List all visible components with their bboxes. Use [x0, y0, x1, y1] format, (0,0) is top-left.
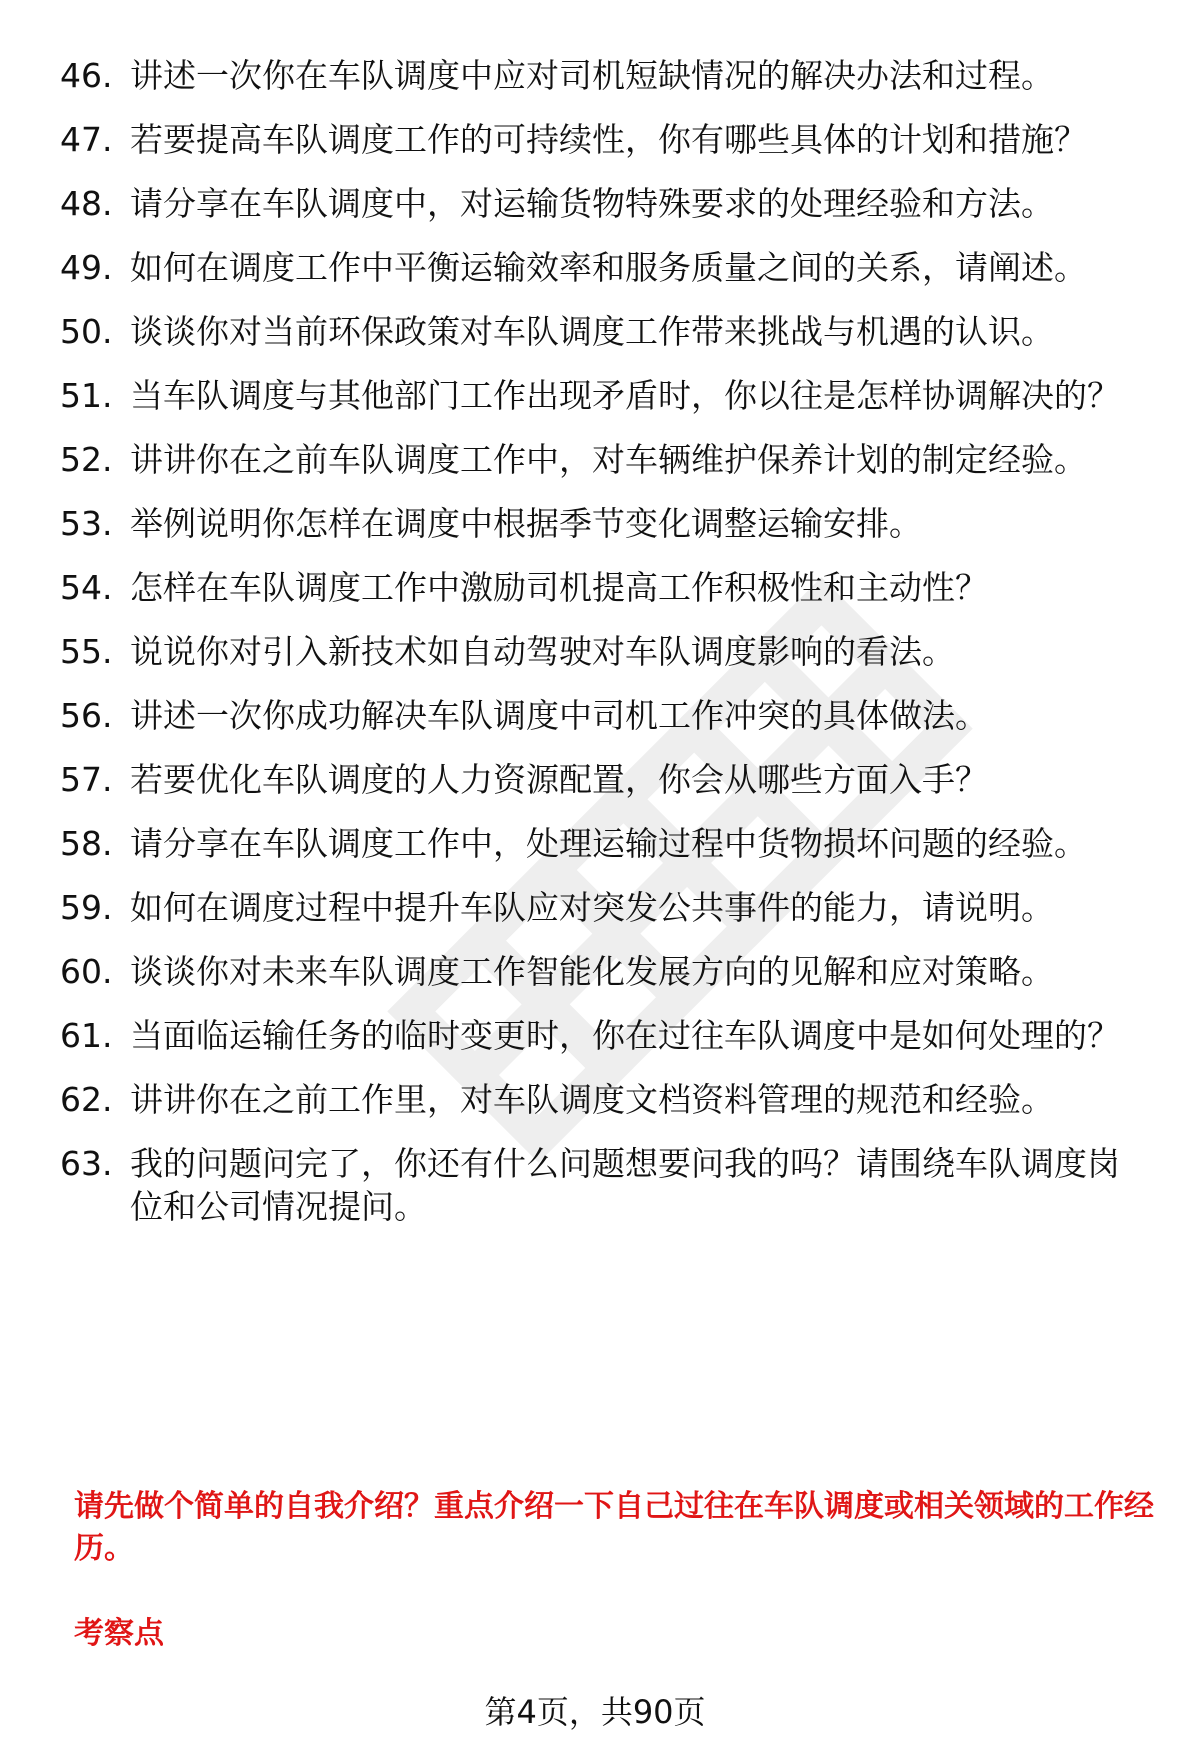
- question-text: 谈谈你对当前环保政策对车队调度工作带来挑战与机遇的认识。: [130, 312, 1054, 351]
- list-item: [0, 118, 1190, 161]
- question-text: 当面临运输任务的临时变更时，你在过往车队调度中是如何处理的？: [130, 1016, 1120, 1055]
- question-number: 63.: [60, 1144, 113, 1183]
- question-text: 讲讲你在之前车队调度工作中，对车辆维护保养计划的制定经验。: [130, 440, 1087, 479]
- question-number: 50.: [60, 312, 113, 351]
- question-number: 62.: [60, 1080, 113, 1119]
- question-number: 52.: [60, 440, 113, 479]
- question-number: 55.: [60, 632, 113, 671]
- intro-question: 请先做个简单的自我介绍？重点介绍一下自己过往在车队调度或相关领域的工作经历。: [74, 1489, 1154, 1566]
- question-number: 60.: [60, 952, 113, 991]
- question-number: 53.: [60, 504, 113, 543]
- list-item: [0, 822, 1190, 865]
- list-item: [0, 758, 1190, 801]
- question-number: 56.: [60, 696, 113, 735]
- question-number: 58.: [60, 824, 113, 863]
- question-text: 谈谈你对未来车队调度工作智能化发展方向的见解和应对策略。: [130, 952, 1054, 991]
- question-text: 如何在调度过程中提升车队应对突发公共事件的能力，请说明。: [130, 888, 1054, 927]
- question-number: 61.: [60, 1016, 113, 1055]
- list-item: [0, 630, 1190, 673]
- list-item: [0, 374, 1190, 417]
- question-number: 47.: [60, 120, 113, 159]
- question-text: 若要提高车队调度工作的可持续性，你有哪些具体的计划和措施？: [130, 120, 1087, 159]
- page-number-footer: 第4页，共90页: [484, 1693, 706, 1731]
- question-text: 请分享在车队调度中，对运输货物特殊要求的处理经验和方法。: [130, 184, 1054, 223]
- list-item: [0, 246, 1190, 289]
- question-number: 54.: [60, 568, 113, 607]
- list-item: [0, 182, 1190, 225]
- list-item: [0, 886, 1190, 929]
- question-number: 51.: [60, 376, 113, 415]
- question-text: 若要优化车队调度的人力资源配置，你会从哪些方面入手？: [130, 760, 988, 799]
- list-item: [0, 1014, 1190, 1057]
- question-text: 讲讲你在之前工作里，对车队调度文档资料管理的规范和经验。: [130, 1080, 1054, 1119]
- question-number: 49.: [60, 248, 113, 287]
- question-number: 59.: [60, 888, 113, 927]
- question-number: 57.: [60, 760, 113, 799]
- list-item: [0, 310, 1190, 353]
- question-text: 请分享在车队调度工作中，处理运输过程中货物损坏问题的经验。: [130, 824, 1087, 863]
- question-text: 举例说明你怎样在调度中根据季节变化调整运输安排。: [130, 504, 922, 543]
- question-text: 讲述一次你成功解决车队调度中司机工作冲突的具体做法。: [130, 696, 988, 735]
- list-item: [0, 950, 1190, 993]
- question-text: 说说你对引入新技术如自动驾驶对车队调度影响的看法。: [130, 632, 955, 671]
- question-text: 如何在调度工作中平衡运输效率和服务质量之间的关系，请阐述。: [130, 248, 1087, 287]
- question-list: [0, 54, 1190, 1249]
- question-text: 当车队调度与其他部门工作出现矛盾时，你以往是怎样协调解决的？: [130, 376, 1120, 415]
- list-item: [0, 1078, 1190, 1121]
- list-item: [0, 694, 1190, 737]
- section-heading: 考察点: [74, 1616, 164, 1651]
- question-number: 48.: [60, 184, 113, 223]
- list-item: [0, 438, 1190, 481]
- list-item: [0, 502, 1190, 545]
- question-text: 讲述一次你在车队调度中应对司机短缺情况的解决办法和过程。: [130, 56, 1054, 95]
- list-item: [0, 54, 1190, 97]
- question-text: 怎样在车队调度工作中激励司机提高工作积极性和主动性？: [130, 568, 988, 607]
- question-number: 46.: [60, 56, 113, 95]
- list-item: [0, 1142, 1190, 1228]
- list-item: [0, 566, 1190, 609]
- question-text: 我的问题问完了，你还有什么问题想要问我的吗？请围绕车队调度岗位和公司情况提问。: [130, 1144, 1120, 1226]
